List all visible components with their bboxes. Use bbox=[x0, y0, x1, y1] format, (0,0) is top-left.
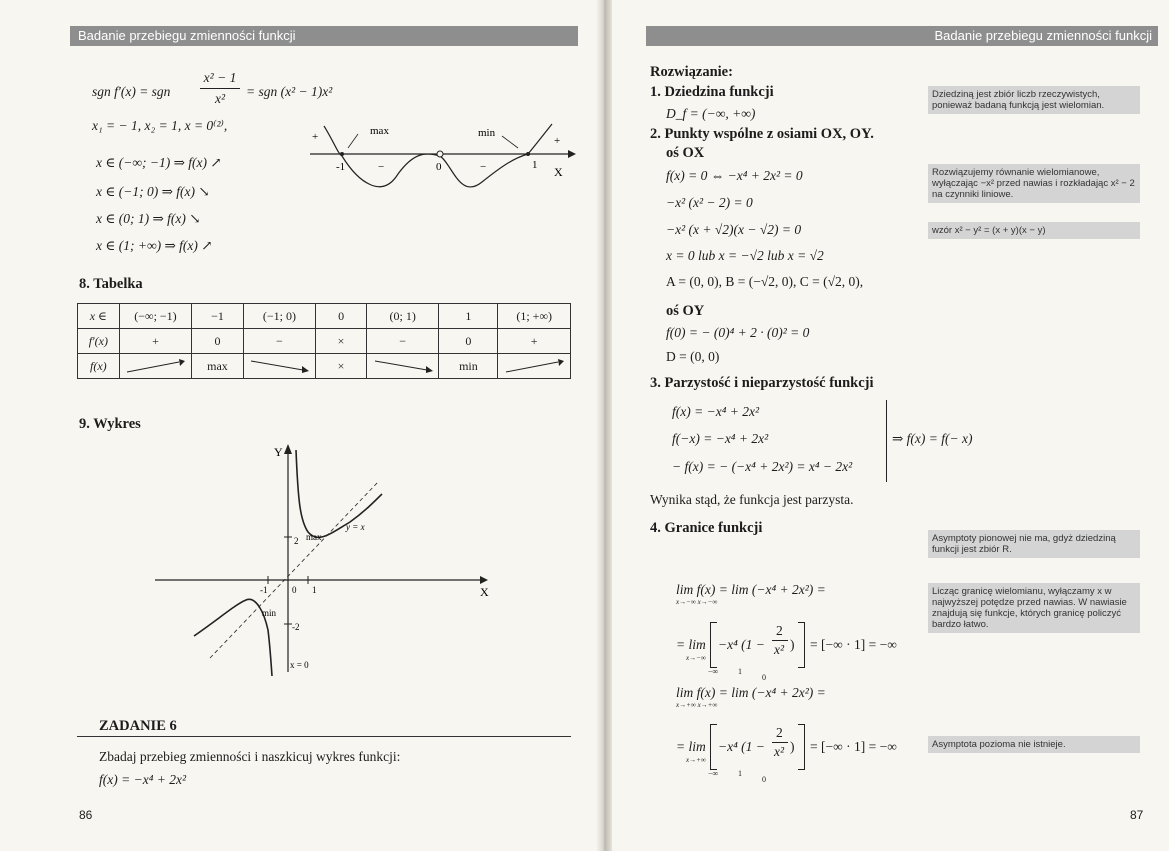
sign-3: − bbox=[480, 161, 487, 173]
right-bracket bbox=[798, 622, 805, 668]
table-cell: 0 bbox=[316, 304, 367, 329]
limit-step-subscript: x→−∞ bbox=[686, 654, 706, 662]
limit-subscript: x→+∞ x→+∞ bbox=[676, 701, 718, 709]
under-zero: 0 bbox=[762, 673, 766, 682]
limit-step-body: −x⁴ (1 − bbox=[718, 637, 765, 652]
left-header: Badanie przebiegu zmienności funkcji bbox=[70, 26, 578, 46]
table-cell: 0 bbox=[439, 329, 498, 354]
interval-4: x ∈ (1; +∞) ⇒ f(x) ↗ bbox=[96, 238, 213, 253]
side-note-horizontal-asymptote: Asymptota pozioma nie istnieje. bbox=[928, 736, 1140, 753]
chart-min-label: min bbox=[478, 127, 496, 139]
tick-0: 0 bbox=[436, 161, 442, 173]
table-row bbox=[78, 329, 571, 354]
limit-minus-inf: lim f(x) = lim (−x⁴ + 2x²) = bbox=[676, 582, 826, 597]
under-minus-inf: −∞ bbox=[708, 667, 719, 676]
table-row bbox=[78, 354, 571, 379]
side-note-equation: Rozwiązujemy równanie wielomianowe, wyłączając −x² przed nawias i rozkładając x² − 2 na czynniki liniowe. bbox=[928, 164, 1140, 203]
table-cell: (−∞; −1) bbox=[119, 304, 192, 329]
tick-1: 1 bbox=[532, 159, 538, 171]
table-cell: −1 bbox=[192, 304, 243, 329]
chart-max-label: max bbox=[370, 125, 389, 137]
limit-step-pre: = lim bbox=[676, 739, 706, 754]
axis-x-label: X bbox=[554, 165, 563, 179]
task-rule bbox=[77, 736, 571, 737]
table-cell: + bbox=[498, 329, 571, 354]
section-2-title: 2. Punkty wspólne z osiami OX, OY. bbox=[650, 126, 874, 142]
under-one: 1 bbox=[738, 667, 742, 676]
oy-line: D = (0, 0) bbox=[666, 349, 720, 364]
table-cell: 1 bbox=[439, 304, 498, 329]
parity-line: f(−x) = −x⁴ + 2x² bbox=[672, 431, 769, 446]
parity-line: f(x) = −x⁴ + 2x² bbox=[672, 404, 760, 419]
right-header: Badanie przebiegu zmienności funkcji bbox=[646, 26, 1158, 46]
sign-4: + bbox=[554, 135, 561, 147]
sgn-denominator: x² bbox=[214, 91, 226, 106]
task-function: f(x) = −x⁴ + 2x² bbox=[99, 772, 187, 787]
sgn-numerator: x² − 1 bbox=[203, 70, 237, 85]
section-9-title: 9. Wykres bbox=[79, 416, 141, 432]
left-bracket bbox=[710, 622, 717, 668]
table-cell: (0; 1) bbox=[366, 304, 439, 329]
graph-min: min bbox=[262, 608, 277, 618]
decrease-arrow-icon bbox=[366, 354, 439, 379]
domain-formula: D_f = (−∞, +∞) bbox=[666, 106, 756, 121]
limit-step-pre: = lim bbox=[676, 637, 706, 652]
sign-chart bbox=[302, 112, 582, 192]
table-cell: − bbox=[366, 329, 439, 354]
axis-oy-title: oś OY bbox=[666, 303, 705, 319]
section-4-title: 4. Granice funkcji bbox=[650, 520, 763, 536]
table-cell: f(x) bbox=[78, 354, 120, 379]
limit-frac-den: x² bbox=[774, 744, 785, 759]
under-one: 1 bbox=[738, 769, 742, 778]
decrease-arrow-icon bbox=[243, 354, 316, 379]
parity-conclusion: Wynika stąd, że funkcja jest parzysta. bbox=[650, 492, 854, 507]
limit-step-subscript: x→+∞ bbox=[686, 756, 706, 764]
tick-neg1: -1 bbox=[336, 161, 346, 173]
table-cell: − bbox=[243, 329, 316, 354]
table-cell: + bbox=[119, 329, 192, 354]
task-text: Zbadaj przebieg zmienności i naszkicuj wykres funkcji: bbox=[99, 749, 401, 764]
limit-frac-num: 2 bbox=[776, 725, 783, 740]
critical-points: x₁ = − 1, x₂ = 1, x = 0⁽²⁾, bbox=[92, 118, 228, 133]
ox-line: −x² (x² − 2) = 0 bbox=[666, 195, 753, 210]
table-cell: max bbox=[192, 354, 243, 379]
table-cell: f′(x) bbox=[78, 329, 120, 354]
limit-plus-inf: lim f(x) = lim (−x⁴ + 2x²) = bbox=[676, 685, 826, 700]
increase-arrow-icon bbox=[119, 354, 192, 379]
task-title: ZADANIE 6 bbox=[99, 718, 177, 734]
graph-one: 1 bbox=[312, 585, 317, 595]
parity-bracket bbox=[886, 400, 887, 482]
graph-y-label: Y bbox=[274, 445, 283, 459]
table-cell: 0 bbox=[192, 329, 243, 354]
graph-zero: 0 bbox=[292, 585, 297, 595]
section-1-title: 1. Dziedzina funkcji bbox=[650, 84, 774, 100]
axis-ox-title: oś OX bbox=[666, 145, 705, 161]
ox-line: f(x) = 0 ⇔ −x⁴ + 2x² = 0 bbox=[666, 168, 803, 183]
sign-2: − bbox=[378, 161, 385, 173]
ox-line: x = 0 lub x = −√2 lub x = √2 bbox=[666, 248, 824, 263]
left-bracket bbox=[710, 724, 717, 770]
side-note-domain: Dziedziną jest zbiór liczb rzeczywistych, ponieważ badaną funkcją jest wielomian. bbox=[928, 86, 1140, 114]
fraction-bar bbox=[772, 640, 788, 641]
function-graph bbox=[150, 440, 500, 680]
solution-title: Rozwiązanie: bbox=[650, 64, 733, 80]
graph-max: max bbox=[306, 532, 322, 542]
table-cell: min bbox=[439, 354, 498, 379]
book-spine bbox=[596, 0, 612, 851]
table-cell: (1; +∞) bbox=[498, 304, 571, 329]
limit-close-paren: ) bbox=[790, 739, 795, 754]
table-cell: × bbox=[316, 329, 367, 354]
section-8-title: 8. Tabelka bbox=[79, 276, 143, 292]
sgn-lhs: sgn f′(x) = sgn bbox=[92, 84, 171, 99]
right-bracket bbox=[798, 724, 805, 770]
table-row bbox=[78, 304, 571, 329]
table-cell: x ∈ bbox=[78, 304, 120, 329]
limit-frac-num: 2 bbox=[776, 623, 783, 638]
graph-two: 2 bbox=[294, 536, 299, 546]
page-number-left: 86 bbox=[79, 808, 93, 822]
side-note-limits: Licząc granicę wielomianu, wyłączamy x w najwyższej potędze przed nawias. W nawiasie znajdują się funkcje, których granicę policzyć bardzo łatwo. bbox=[928, 583, 1140, 633]
sign-1: + bbox=[312, 131, 319, 143]
limit-subscript: x→−∞ x→−∞ bbox=[676, 598, 718, 606]
graph-x-label: X bbox=[480, 585, 489, 599]
sgn-rhs: = sgn (x² − 1)x² bbox=[246, 84, 333, 99]
side-note-vertical-asymptote: Asymptoty pionowej nie ma, gdyż dziedziną funkcji jest zbiór R. bbox=[928, 530, 1140, 558]
fraction-bar bbox=[772, 742, 788, 743]
oy-line: f(0) = − (0)⁴ + 2 · (0)² = 0 bbox=[666, 325, 810, 340]
interval-1: x ∈ (−∞; −1) ⇒ f(x) ↗ bbox=[96, 155, 222, 170]
graph-asymptote-label: y = x bbox=[346, 522, 365, 532]
fraction-bar bbox=[200, 88, 240, 89]
limit-close-paren: ) bbox=[790, 637, 795, 652]
limit-step-body: −x⁴ (1 − bbox=[718, 739, 765, 754]
graph-neg-one: -1 bbox=[260, 585, 268, 595]
parity-line: − f(x) = − (−x⁴ + 2x²) = x⁴ − 2x² bbox=[672, 459, 853, 474]
graph-vertical-asymptote: x = 0 bbox=[290, 660, 309, 670]
limit-result: = [−∞ · 1] = −∞ bbox=[810, 637, 897, 652]
side-note-formula: wzór x² − y² = (x + y)(x − y) bbox=[928, 222, 1140, 239]
under-minus-inf: −∞ bbox=[708, 769, 719, 778]
variation-table bbox=[77, 303, 571, 379]
section-3-title: 3. Parzystość i nieparzystość funkcji bbox=[650, 375, 874, 391]
table-cell: × bbox=[316, 354, 367, 379]
increase-arrow-icon bbox=[498, 354, 571, 379]
page-number-right: 87 bbox=[1130, 808, 1144, 822]
table-cell: (−1; 0) bbox=[243, 304, 316, 329]
limit-result: = [−∞ · 1] = −∞ bbox=[810, 739, 897, 754]
under-zero: 0 bbox=[762, 775, 766, 784]
graph-neg-two: -2 bbox=[292, 622, 300, 632]
parity-result: ⇒ f(x) = f(− x) bbox=[892, 431, 973, 446]
limit-frac-den: x² bbox=[774, 642, 785, 657]
interval-2: x ∈ (−1; 0) ⇒ f(x) ↘ bbox=[96, 184, 210, 199]
ox-line: A = (0, 0), B = (−√2, 0), C = (√2, 0), bbox=[666, 274, 864, 289]
ox-line: −x² (x + √2)(x − √2) = 0 bbox=[666, 222, 802, 237]
interval-3: x ∈ (0; 1) ⇒ f(x) ↘ bbox=[96, 211, 201, 226]
